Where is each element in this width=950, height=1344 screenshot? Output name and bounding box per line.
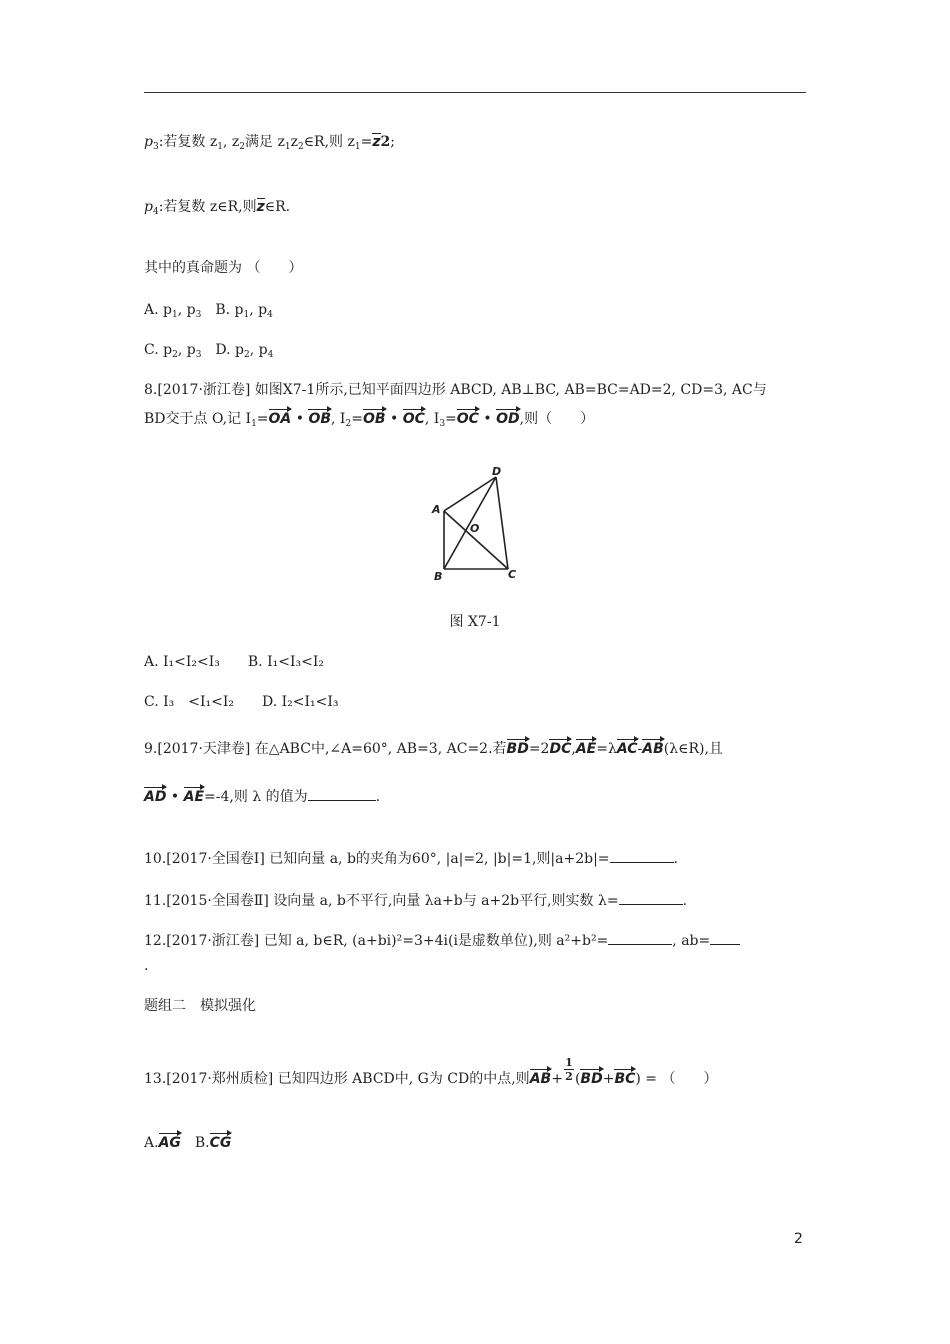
q9-line2: AD • AE=-4,则 λ 的值为 . bbox=[144, 786, 380, 807]
q12-period: . bbox=[144, 958, 149, 974]
p3-t2: , z bbox=[222, 134, 240, 150]
q8-line2: BD交于点 O,记 $I_1=OA$ • OB, $I_2=OB$ • OC, $I_3=OC$ • OD,则（ ） bbox=[144, 408, 594, 434]
q9-a: 9.[2017·天津卷] 在△ABC中,∠A=60°, AB=3, AC=2.若 bbox=[144, 741, 507, 757]
p3-s3: 1 bbox=[284, 142, 291, 152]
q8-l2d: = bbox=[351, 411, 363, 427]
q7-c1: 2 bbox=[172, 350, 178, 360]
vector-ab-2: AB bbox=[530, 1068, 552, 1086]
p4-t2: ∈R. bbox=[264, 199, 291, 215]
q7-a1: 1 bbox=[171, 310, 178, 320]
p3-t3: 满足 z bbox=[245, 134, 285, 150]
q7-a3: 3 bbox=[195, 310, 202, 320]
q7-options-ab bbox=[144, 300, 273, 325]
q7-opt-d: D. p bbox=[201, 342, 245, 358]
q9-g: =-4,则 λ 的值为 bbox=[204, 789, 308, 805]
p3-s1: 1 bbox=[217, 142, 223, 152]
q13-b: ( bbox=[574, 1071, 581, 1087]
p3-t6: = bbox=[360, 134, 373, 150]
page-number: 2 bbox=[794, 1231, 803, 1247]
vector-ag: AG bbox=[159, 1132, 181, 1150]
vector-ab: AB bbox=[642, 738, 664, 756]
q12-a: 12.[2017·浙江卷] 已知 a, b∈R, (a+bi)²=3+4i(i是虚数单位),则 a²+b²= bbox=[144, 933, 609, 949]
q8-l2s1: 1 bbox=[251, 419, 257, 429]
proposition-p4 bbox=[144, 197, 290, 222]
q10 bbox=[144, 848, 678, 869]
q7-opt-b: B. p bbox=[201, 302, 244, 318]
q13-options bbox=[144, 1132, 231, 1153]
q8-l2e: , I bbox=[424, 411, 440, 427]
q7-c3: 3 bbox=[195, 350, 202, 360]
q9-b: =2 bbox=[528, 741, 550, 757]
p3-s5: 1 bbox=[354, 142, 361, 152]
p3-s6: 2 bbox=[380, 134, 391, 150]
label-o: O bbox=[470, 522, 480, 535]
q7-b3: 4 bbox=[267, 310, 273, 320]
section-heading: 题组二 模拟强化 bbox=[144, 998, 256, 1014]
vector-bc: BC bbox=[614, 1068, 635, 1086]
q13-c: + bbox=[602, 1071, 615, 1087]
q10-a: 10.[2017·全国卷Ⅰ] 已知向量 a, b的夹角为60°, |a|=2, |b|=1,则|a+2b|= bbox=[144, 851, 610, 867]
q13-opt-a: A. bbox=[144, 1135, 159, 1151]
answer-blank[interactable] bbox=[710, 930, 740, 945]
q13 bbox=[144, 1056, 718, 1089]
q7-b2: , p bbox=[249, 302, 268, 318]
q7-d1: 2 bbox=[244, 350, 250, 360]
q13-opt-b: B. bbox=[180, 1135, 210, 1151]
q11-b: . bbox=[682, 893, 688, 909]
q7-opt-c: C. p bbox=[144, 342, 173, 358]
q9-e: - bbox=[637, 741, 643, 757]
p4-text: :若复数 z∈R,则 bbox=[158, 199, 257, 215]
vector-oa: OA bbox=[269, 408, 292, 426]
q8-l2b: = bbox=[256, 411, 269, 427]
vector-ae: AE bbox=[576, 738, 596, 756]
q8-l2f: = bbox=[445, 411, 457, 427]
diagonal-ac bbox=[444, 511, 508, 569]
header-rule bbox=[144, 92, 806, 93]
label-c: C bbox=[508, 568, 517, 581]
q9-d: =λ bbox=[596, 741, 617, 757]
q9-f: (λ∈R),且 bbox=[663, 741, 723, 757]
q9-c: , bbox=[571, 741, 576, 757]
p3-sub: 3 bbox=[152, 142, 159, 152]
conjugate-z: z bbox=[256, 199, 265, 215]
p3-t7: ; bbox=[390, 134, 395, 150]
vector-dc: DC bbox=[549, 738, 571, 756]
q11 bbox=[144, 890, 687, 911]
answer-blank[interactable] bbox=[608, 930, 672, 945]
q7-stem: 其中的真命题为 （ ） bbox=[144, 260, 303, 276]
answer-blank[interactable] bbox=[610, 848, 674, 863]
p4-label: p bbox=[144, 199, 153, 215]
q8-l2c: , I bbox=[331, 411, 346, 427]
q8-options-cd: C. I₃ <I₁<I₂ D. I₂<I₁<I₃ bbox=[144, 694, 339, 710]
q7-a2: , p bbox=[177, 302, 196, 318]
q8-line1: 8.[2017·浙江卷] 如图X7-1所示,已知平面四边形 ABCD, AB⊥BC, AB=BC=AD=2, CD=3, AC与 bbox=[144, 382, 767, 398]
vector-oc: OC bbox=[403, 408, 425, 426]
p3-label: p bbox=[144, 134, 153, 150]
fraction-denominator: 2 bbox=[565, 1070, 573, 1083]
q8-l2a: BD交于点 O,记 I bbox=[144, 411, 252, 427]
vector-bd: BD bbox=[507, 738, 529, 756]
q12-b: , ab= bbox=[672, 933, 711, 949]
q7-options-cd bbox=[144, 340, 273, 365]
q7-d2: , p bbox=[249, 342, 268, 358]
answer-blank[interactable] bbox=[619, 890, 683, 905]
edge-dc bbox=[496, 477, 508, 569]
vector-oc-2: OC bbox=[457, 408, 479, 426]
conjugate-z: z bbox=[372, 134, 381, 150]
q10-b: . bbox=[673, 851, 678, 867]
q7-c2: , p bbox=[177, 342, 196, 358]
p3-s4: 2 bbox=[297, 142, 304, 152]
q9-line1 bbox=[144, 738, 723, 759]
vector-cg: CG bbox=[210, 1132, 232, 1150]
q9-h: . bbox=[375, 789, 381, 805]
p3-s2: 2 bbox=[239, 142, 245, 152]
q8-l2s3: 3 bbox=[439, 419, 446, 429]
label-a: A bbox=[432, 503, 441, 516]
q7-opt-a: A. p bbox=[144, 302, 172, 318]
vector-ad: AD bbox=[144, 786, 166, 804]
vector-od: OD bbox=[496, 408, 520, 426]
q12 bbox=[144, 930, 740, 951]
q13-d: ) = （ ） bbox=[635, 1071, 718, 1087]
figure-caption: 图 X7-1 bbox=[449, 614, 501, 630]
edge-ad bbox=[444, 477, 496, 511]
answer-blank[interactable] bbox=[308, 786, 376, 801]
vector-ob: OB bbox=[308, 408, 331, 426]
fraction-numerator: 1 bbox=[565, 1056, 573, 1069]
vector-bd-2: BD bbox=[580, 1068, 602, 1086]
p3-t4: z bbox=[290, 134, 298, 150]
q13-plus: + bbox=[551, 1071, 563, 1087]
quadrilateral-figure bbox=[426, 462, 536, 584]
q8-options-ab: A. I₁<I₂<I₃ B. I₁<I₃<I₂ bbox=[144, 654, 324, 670]
p3-t5: ∈R,则 z bbox=[303, 134, 355, 150]
q8-l2s2: 2 bbox=[345, 419, 352, 429]
p4-sub: 4 bbox=[152, 207, 159, 217]
q8-l2g: ,则（ ） bbox=[519, 411, 595, 427]
p3-text: :若复数 z bbox=[158, 134, 218, 150]
proposition-p3 bbox=[144, 132, 395, 157]
label-b: B bbox=[434, 570, 443, 583]
vector-ac: AC bbox=[617, 738, 638, 756]
q7-d3: 4 bbox=[267, 350, 274, 360]
q7-b1: 1 bbox=[243, 310, 250, 320]
label-d: D bbox=[492, 465, 502, 478]
vector-ob-2: OB bbox=[363, 408, 386, 426]
q11-a: 11.[2015·全国卷Ⅱ] 设向量 a, b不平行,向量 λa+b与 a+2b平行,则实数 λ= bbox=[144, 893, 619, 909]
vector-ae-2: AE bbox=[184, 786, 204, 804]
q13-a: 13.[2017·郑州质检] 已知四边形 ABCD中, G为 CD的中点,则 bbox=[144, 1071, 530, 1087]
